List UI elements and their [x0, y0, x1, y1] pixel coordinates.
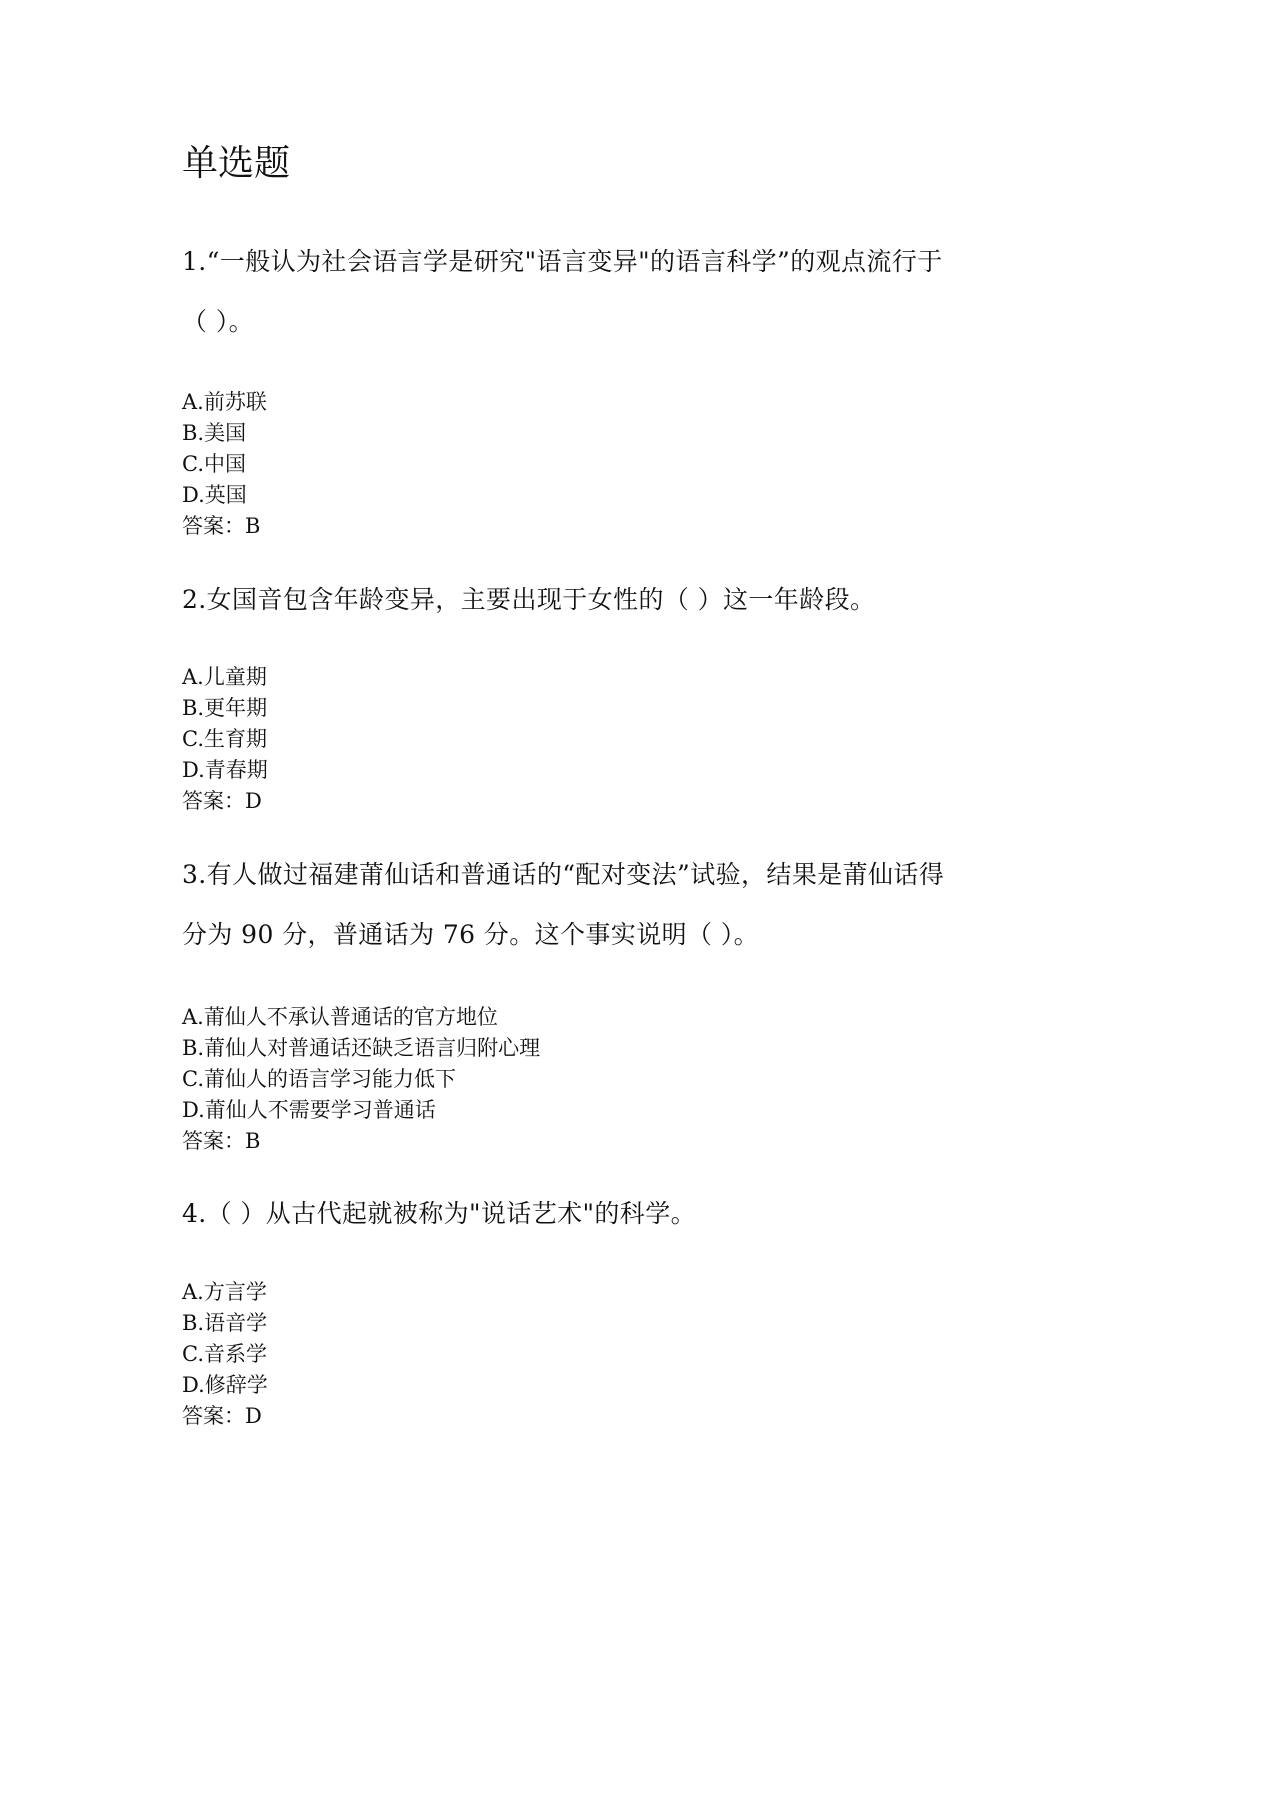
question-2-option-a: A.儿童期: [182, 665, 267, 689]
question-1-stem-line-1: 1.“一般认为社会语言学是研究"语言变异"的语言科学”的观点流行于: [182, 247, 943, 276]
question-1-option-c: C.中国: [182, 452, 246, 476]
question-3-option-b: B.莆仙人对普通话还缺乏语言归附心理: [182, 1036, 541, 1060]
question-4-stem-line-1: 4.（ ）从古代起就被称为"说话艺术"的科学。: [182, 1199, 696, 1228]
question-3-option-d: D.莆仙人不需要学习普通话: [182, 1098, 436, 1122]
question-2-stem-line-1: 2.女国音包含年龄变异，主要出现于女性的（ ）这一年龄段。: [182, 585, 876, 614]
question-1-answer: 答案：B: [182, 514, 261, 538]
question-1-option-b: B.美国: [182, 421, 247, 445]
question-2-option-d: D.青春期: [182, 758, 268, 782]
question-3-option-a: A.莆仙人不承认普通话的官方地位: [182, 1005, 498, 1029]
question-4-option-c: C.音系学: [182, 1342, 267, 1366]
question-2-option-b: B.更年期: [182, 696, 268, 720]
question-4-answer: 答案：D: [182, 1404, 262, 1428]
question-2-answer: 答案：D: [182, 789, 262, 813]
question-3-option-c: C.莆仙人的语言学习能力低下: [182, 1067, 456, 1091]
question-2-option-c: C.生育期: [182, 727, 267, 751]
question-1-stem-line-2: （ ）。: [182, 307, 255, 336]
question-4-option-b: B.语音学: [182, 1311, 268, 1335]
question-3-stem-line-1: 3.有人做过福建莆仙话和普通话的“配对变法”试验，结果是莆仙话得: [182, 860, 945, 889]
question-3-answer: 答案：B: [182, 1129, 261, 1153]
question-1-option-a: A.前苏联: [182, 390, 267, 414]
section-title: 单选题: [182, 143, 291, 184]
question-4-option-a: A.方言学: [182, 1280, 267, 1304]
question-4-option-d: D.修辞学: [182, 1373, 268, 1397]
question-1-option-d: D.英国: [182, 483, 247, 507]
question-3-stem-line-2: 分为 90 分，普通话为 76 分。这个事实说明（ ）。: [182, 920, 760, 949]
